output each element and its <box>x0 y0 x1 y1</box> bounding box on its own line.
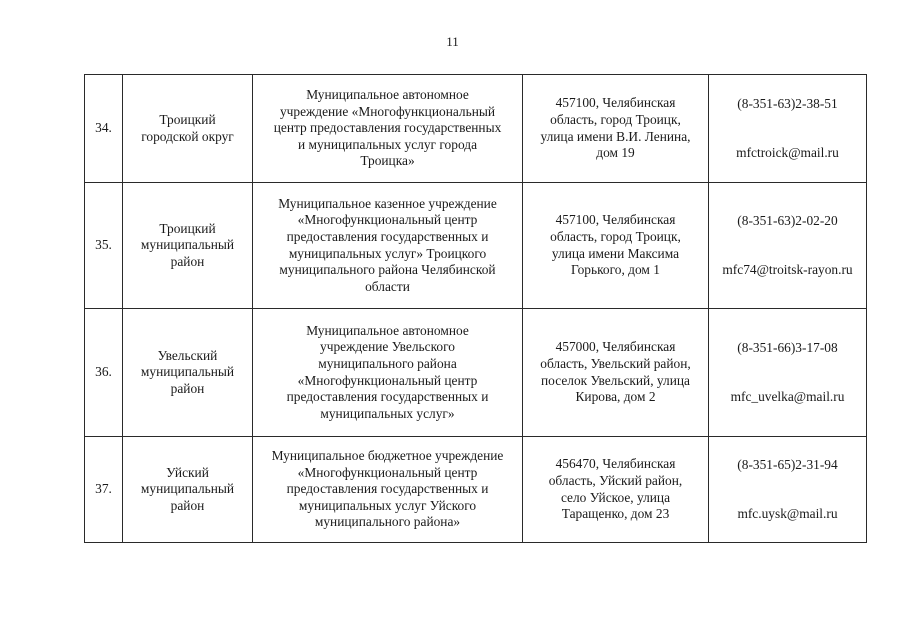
mfc-table <box>84 74 867 543</box>
postal-address: 457000, Челябинская область, Увельский район, поселок Увельский, улица Кирова, дом 2 <box>523 309 709 437</box>
contact-cell <box>709 437 867 543</box>
postal-address: 457100, Челябинская область, город Троицк, улица имени В.И. Ленина, дом 19 <box>523 75 709 183</box>
district-name: Троицкий городской округ <box>123 75 253 183</box>
organization-name: Муниципальное автономное учреждение Увельского муниципального района «Многофункциональный центр предоставления государственных и муниципальных услуг» <box>253 309 523 437</box>
table-row <box>85 437 867 543</box>
email-address: mfc_uvelka@mail.ru <box>730 388 845 404</box>
row-number: 37. <box>85 437 123 543</box>
phone-number: (8-351-63)2-02-20 <box>737 212 838 228</box>
organization-name: Муниципальное автономное учреждение «Многофункциональный центр предоставления государственных и муниципальных услуг города Троицка» <box>253 75 523 183</box>
postal-address: 457100, Челябинская область, город Троицк, улица имени Максима Горького, дом 1 <box>523 183 709 309</box>
page-number: 11 <box>446 34 459 49</box>
district-name: Уйский муниципальный район <box>123 437 253 543</box>
email-address: mfctroick@mail.ru <box>736 144 839 160</box>
email-address: mfc.uysk@mail.ru <box>737 505 838 521</box>
postal-address: 456470, Челябинская область, Уйский район, село Уйское, улица Таращенко, дом 23 <box>523 437 709 543</box>
organization-name: Муниципальное казенное учреждение «Многофункциональный центр предоставления государственных и муниципальных услуг» Троицкого муниципального района Челябинской области <box>253 183 523 309</box>
row-number: 35. <box>85 183 123 309</box>
contact-cell <box>709 183 867 309</box>
phone-number: (8-351-65)2-31-94 <box>737 456 838 472</box>
district-name: Увельский муниципальный район <box>123 309 253 437</box>
phone-number: (8-351-66)3-17-08 <box>737 339 838 355</box>
row-number: 34. <box>85 75 123 183</box>
organization-name: Муниципальное бюджетное учреждение «Многофункциональный центр предоставления государственных и муниципальных услуг Уйского муниципального района» <box>253 437 523 543</box>
row-number: 36. <box>85 309 123 437</box>
contact-cell <box>709 309 867 437</box>
table-row <box>85 183 867 309</box>
table-row <box>85 309 867 437</box>
district-name: Троицкий муниципальный район <box>123 183 253 309</box>
contact-cell <box>709 75 867 183</box>
phone-number: (8-351-63)2-38-51 <box>737 95 838 111</box>
email-address: mfc74@troitsk-rayon.ru <box>722 261 853 277</box>
table-row <box>85 75 867 183</box>
